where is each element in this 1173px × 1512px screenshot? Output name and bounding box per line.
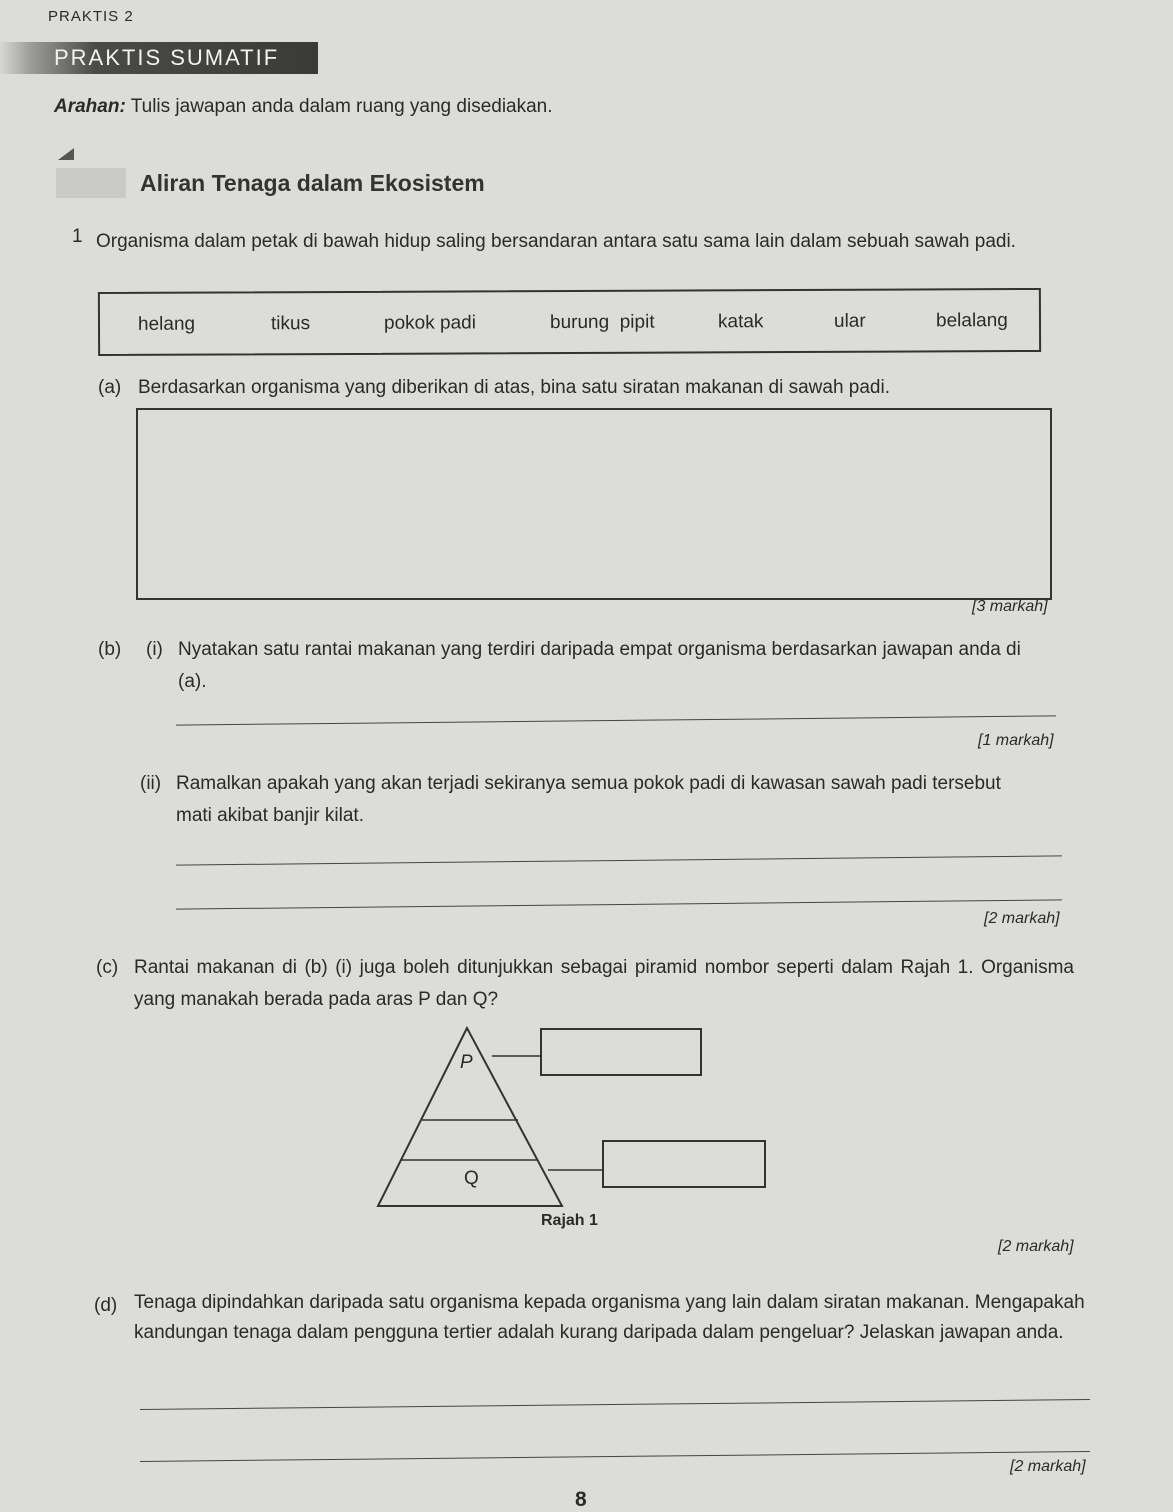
organism-item: belalang xyxy=(935,310,1008,332)
diagram-caption: Rajah 1 xyxy=(541,1212,598,1229)
organism-item: katak xyxy=(717,311,764,333)
page-header-label: PRAKTIS 2 xyxy=(48,8,134,25)
part-d-text: Tenaga dipindahkan daripada satu organisma kepada organisma yang lain dalam siratan makanan. Mengapakah kandungan tenaga dalam pengguna tertier adalah kurang daripada dalam pengeluar? Jelaskan jawapan anda. xyxy=(134,1292,1085,1343)
marks-b-i: [1 markah] xyxy=(978,732,1054,749)
organism-item: helang xyxy=(137,313,196,335)
marks-a: [3 markah] xyxy=(972,598,1048,615)
marks-c: [2 markah] xyxy=(998,1238,1074,1255)
part-c-text: Rantai makanan di (b) (i) juga boleh ditunjukkan sebagai piramid nombor seperti dalam Rajah 1. Organisma yang manakah berada pada aras P dan Q? xyxy=(134,957,1074,1010)
instructions xyxy=(54,96,553,118)
part-b-ii-text: Ramalkan apakah yang akan terjadi sekiranya semua pokok padi di kawasan sawah padi tersebut mati akibat banjir kilat. xyxy=(176,773,1001,826)
answer-line[interactable] xyxy=(176,899,1062,909)
part-a-label: (a) xyxy=(98,377,122,398)
organism-box xyxy=(98,288,1041,356)
marks-b-ii: [2 markah] xyxy=(984,910,1060,927)
answer-box-p[interactable] xyxy=(540,1028,702,1076)
answer-line[interactable] xyxy=(176,715,1056,725)
part-b-i-label: (i) xyxy=(146,639,163,660)
section-title: Aliran Tenaga dalam Ekosistem xyxy=(140,170,485,196)
organism-item: tikus xyxy=(270,313,311,335)
question-text: Organisma dalam petak di bawah hidup saling bersandaran antara satu sama lain dalam sebuah sawah padi. xyxy=(96,231,1016,252)
part-c-label: (c) xyxy=(96,957,119,978)
answer-line[interactable] xyxy=(176,855,1062,865)
marks-d: [2 markah] xyxy=(1010,1458,1086,1475)
section-tag xyxy=(56,168,126,198)
answer-line[interactable] xyxy=(140,1399,1090,1410)
pyramid-label-q: Q xyxy=(464,1168,479,1189)
part-a-text: Berdasarkan organisma yang diberikan di atas, bina satu siratan makanan di sawah padi. xyxy=(138,377,891,398)
answer-box-food-web[interactable] xyxy=(136,408,1052,600)
instructions-label: Arahan: xyxy=(54,96,126,117)
page-number: 8 xyxy=(575,1488,587,1511)
section-banner xyxy=(0,42,318,74)
corner-marker-icon xyxy=(58,148,74,160)
instructions-text: Tulis jawapan anda dalam ruang yang disediakan. xyxy=(125,96,553,117)
organism-item: burung pipit xyxy=(549,311,655,334)
part-d-label: (d) xyxy=(94,1295,118,1316)
answer-line[interactable] xyxy=(140,1451,1090,1462)
answer-box-q[interactable] xyxy=(602,1140,766,1188)
organism-item: ular xyxy=(833,310,866,332)
organism-item: pokok padi xyxy=(383,312,476,334)
pyramid-label-p: P xyxy=(460,1052,473,1073)
part-b-label: (b) xyxy=(98,639,122,660)
part-b-i-text: Nyatakan satu rantai makanan yang terdiri daripada empat organisma berdasarkan jawapan anda di (a). xyxy=(178,639,1021,692)
question-number: 1 xyxy=(72,226,83,247)
part-b-ii-label: (ii) xyxy=(140,773,162,794)
banner-title: PRAKTIS SUMATIF xyxy=(54,45,280,70)
